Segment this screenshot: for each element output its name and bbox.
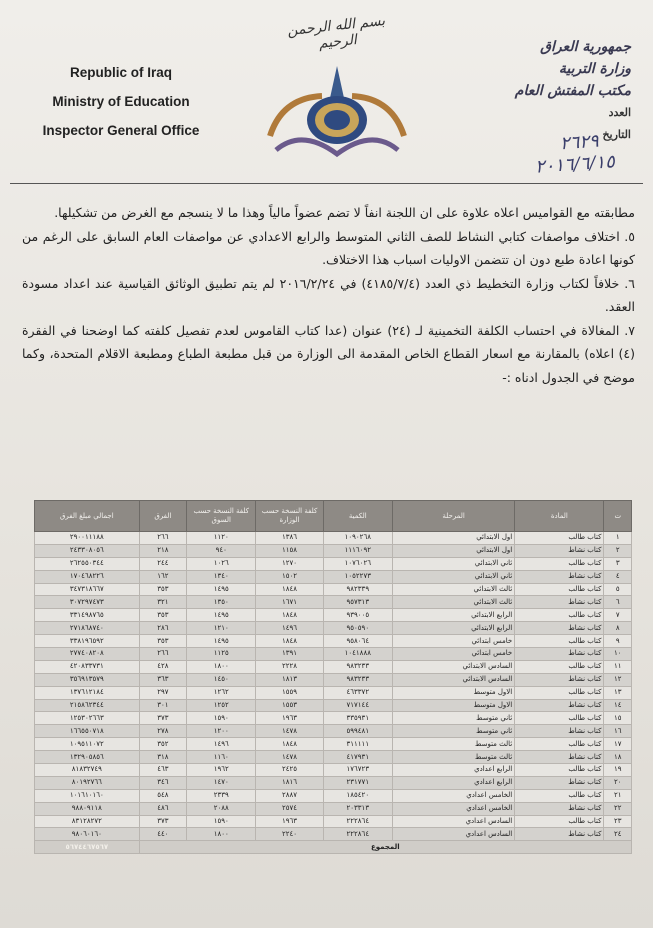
table-cell: ١٤٧٨ xyxy=(256,751,323,764)
table-cell: ١٩ xyxy=(604,764,632,777)
table-cell: ٢٢٢٨٦٤ xyxy=(323,828,392,841)
col-ministry-cost-header: كلفة النسخة حسب الوزارة xyxy=(256,501,323,532)
table-cell: ٢٠٨٨ xyxy=(187,802,256,815)
col-quantity-header: الكمية xyxy=(323,501,392,532)
table-cell: ٢٧٧٤٠٨٢٠٨ xyxy=(35,648,140,661)
table-cell: ١٦٦٥٥٠٧١٨ xyxy=(35,725,140,738)
table-cell: ٩٨٢٣٣٩ xyxy=(323,583,392,596)
table-cell: ١٤ xyxy=(604,699,632,712)
table-cell: ٣٤٦ xyxy=(139,776,186,789)
table-row xyxy=(35,557,632,570)
table-cell: ١٨٠٠ xyxy=(187,660,256,673)
table-cell: ١٣٢٩٠٥٨٥٦ xyxy=(35,751,140,764)
table-cell: كتاب نشاط xyxy=(515,776,604,789)
table-cell: ٣ xyxy=(604,557,632,570)
table-cell: ٩٣٩٠٠٥ xyxy=(323,609,392,622)
table-cell: ٢٤٤ xyxy=(139,557,186,570)
table-cell: ٣٥٦٩١٣٥٧٩ xyxy=(35,673,140,686)
table-cell: ١١١٦٠٩٢ xyxy=(323,544,392,557)
table-row xyxy=(35,648,632,661)
arabic-ministry-name: وزارة التربية xyxy=(558,61,631,77)
table-cell: ٩٨٣٢٣٣ xyxy=(323,660,392,673)
total-row xyxy=(35,841,632,854)
table-cell: ٤١٧٩٣١ xyxy=(323,751,392,764)
table-cell: ٩٨٠٦٠١٦٠ xyxy=(35,828,140,841)
table-cell: كتاب طالب xyxy=(515,686,604,699)
table-cell: ٢٦٢٥٥٠٣٤٤ xyxy=(35,557,140,570)
table-cell: كتاب نشاط xyxy=(515,544,604,557)
arabic-office-name: مكتب المفتش العام xyxy=(514,83,631,99)
office-name: Inspector General Office xyxy=(42,123,200,138)
col-material-header: المادة xyxy=(515,501,604,532)
table-row xyxy=(35,532,632,545)
table-cell: كتاب نشاط xyxy=(515,751,604,764)
table-cell: ١٣٥٠ xyxy=(187,596,256,609)
col-stage-header: المرحلة xyxy=(393,501,515,532)
table-cell: ٤٨٦ xyxy=(139,802,186,815)
table-cell: كتاب طالب xyxy=(515,532,604,545)
table-cell: كتاب طالب xyxy=(515,609,604,622)
table-cell: الرابع الابتدائي xyxy=(393,609,515,622)
table-cell: الاول متوسط xyxy=(393,699,515,712)
table-cell: كتاب طالب xyxy=(515,712,604,725)
table-cell: ٣٤٧٣١٨٦٦٧ xyxy=(35,583,140,596)
table-cell: كتاب طالب xyxy=(515,583,604,596)
table-cell: ٢٤٢٥ xyxy=(256,764,323,777)
table-cell: ٧ xyxy=(604,609,632,622)
table-cell: الرابع الابتدائي xyxy=(393,622,515,635)
table-cell: ١٣٧٦١٢١٨٤ xyxy=(35,686,140,699)
table-header-row xyxy=(35,501,632,532)
table-cell: ١٨٤٨ xyxy=(256,583,323,596)
paragraph-5: ٥. اختلاف مواصفات كتابي النشاط للصف الثاني المتوسط والرابع الاعدادي عن مواصفات العام السابق على الرغم من كونها اعادة طبع دون ان تتضمن الاوليات اسباب هذا الاختلاف. xyxy=(22,228,635,267)
table-cell: ١٣٩١ xyxy=(256,648,323,661)
table-cell: ١٠ xyxy=(604,648,632,661)
table-row xyxy=(35,828,632,841)
table-cell: ١٨٤٨ xyxy=(256,635,323,648)
table-cell: ١٨٠٠ xyxy=(187,828,256,841)
table-cell: ١٥ xyxy=(604,712,632,725)
table-cell: ٣٠١ xyxy=(139,699,186,712)
table-cell: ٢٩٧ xyxy=(139,686,186,699)
table-row xyxy=(35,712,632,725)
table-cell: كتاب نشاط xyxy=(515,828,604,841)
table-cell: ٢١٥٨٦٢٣٤٤ xyxy=(35,699,140,712)
table-cell: ٢١٨ xyxy=(139,544,186,557)
reference-label: العدد xyxy=(608,106,631,119)
table-row xyxy=(35,751,632,764)
table-cell: ١٧ xyxy=(604,738,632,751)
table-cell: ٣٣٨١٩٦٥٩٢ xyxy=(35,635,140,648)
table-cell: ١٥٥٩ xyxy=(256,686,323,699)
table-row xyxy=(35,764,632,777)
table-cell: ٥ xyxy=(604,583,632,596)
table-cell: ٥٩٩٤٨١ xyxy=(323,725,392,738)
table-row xyxy=(35,789,632,802)
table-cell: ١٣ xyxy=(604,686,632,699)
table-cell: ٤٤٠ xyxy=(139,828,186,841)
table-cell: ٩٨٨٠٩١١٨ xyxy=(35,802,140,815)
table-cell: ٢٢٤٠ xyxy=(256,828,323,841)
table-cell: ١٤٩٥ xyxy=(187,635,256,648)
table-cell: ١١ xyxy=(604,660,632,673)
table-cell: ١٩٦٢ xyxy=(187,764,256,777)
table-cell: ٢٩٠٠١١١٨٨ xyxy=(35,532,140,545)
basmala-calligraphy: بسم الله الرحمن الرحيم xyxy=(286,12,386,52)
table-cell: كتاب نشاط xyxy=(515,648,604,661)
table-cell: ٢٥٧٤ xyxy=(256,802,323,815)
table-row xyxy=(35,660,632,673)
table-row xyxy=(35,725,632,738)
table-cell: ١٥٩٠ xyxy=(187,712,256,725)
table-cell: ثاني الابتدائي xyxy=(393,557,515,570)
table-cell: كتاب طالب xyxy=(515,660,604,673)
table-cell: ثالث متوسط xyxy=(393,738,515,751)
table-cell: ١١٦٠ xyxy=(187,751,256,764)
table-cell: ١٦٢ xyxy=(139,570,186,583)
arabic-country-name: جمهورية العراق xyxy=(540,39,631,55)
table-cell: السادس اعدادي xyxy=(393,815,515,828)
handwritten-reference-number: ٢٦٢٩ xyxy=(559,130,600,155)
table-cell: كتاب طالب xyxy=(515,738,604,751)
table-cell: خامس ابتدائي xyxy=(393,648,515,661)
table-cell: ٢٧١٨٦٨٧٤٠ xyxy=(35,622,140,635)
table-cell: ١٢٠٠ xyxy=(187,725,256,738)
table-cell: كتاب نشاط xyxy=(515,622,604,635)
table-body xyxy=(35,532,632,854)
table-cell: ٣٧٣ xyxy=(139,712,186,725)
table-cell: ثاني متوسط xyxy=(393,725,515,738)
table-row xyxy=(35,738,632,751)
table-cell: ٧١٧١٤٤ xyxy=(323,699,392,712)
table-cell: ١٠٩٥١١٠٧٢ xyxy=(35,738,140,751)
table-cell: ٢٠٣٣١٣ xyxy=(323,802,392,815)
table-row xyxy=(35,609,632,622)
table-cell: ١٧٠٤٦٨٢٢٦ xyxy=(35,570,140,583)
table-cell: ٩٤٠ xyxy=(187,544,256,557)
table-cell: ٩ xyxy=(604,635,632,648)
table-cell: ١٤٩٥ xyxy=(187,609,256,622)
table-cell: كتاب نشاط xyxy=(515,570,604,583)
table-cell: ٢٦٦ xyxy=(139,648,186,661)
table-cell: ١١٢٥ xyxy=(187,648,256,661)
table-cell: ٣٢١ xyxy=(139,596,186,609)
table-cell: ٢٣٣٩ xyxy=(187,789,256,802)
table-cell: ١٦٧١ xyxy=(256,596,323,609)
table-cell: ١٥٠٢ xyxy=(256,570,323,583)
table-cell: ٢٤٣٣٠٨٠٥٦ xyxy=(35,544,140,557)
table-cell: ٢٢ xyxy=(604,802,632,815)
table-cell: ٩٥٨٠٦٤ xyxy=(323,635,392,648)
table-cell: ١٧٦٧٢٣ xyxy=(323,764,392,777)
table-cell: ٢٨٨٧ xyxy=(256,789,323,802)
table-cell: كتاب نشاط xyxy=(515,725,604,738)
table-cell: ٢٣ xyxy=(604,815,632,828)
arabic-letterhead xyxy=(491,36,631,146)
table-cell: ١٨١٣ xyxy=(256,673,323,686)
paragraph-7: ٧. المغالاة في احتساب الكلفة التخمينية لـ (٢٤) عنوان (عدا كتاب القاموس لعدم تفصيل كلفته كما اوضحنا في الفقرة (٤) اعلاه) بالمقارنة مع اسعار القطاع الخاص المقدمة الى الوزارة من قبل مطبعة الطباع ومطبعة الاقلام المتحدة، وكما موضح في الجدول ادناه :- xyxy=(22,322,635,385)
table-cell: ١٣٤٠ xyxy=(187,570,256,583)
table-cell: ٩٨٣٢٣٣ xyxy=(323,673,392,686)
table-cell: ٣٣١٤٩٨٧٦٥ xyxy=(35,609,140,622)
paragraph-continuation: مطابقته مع القواميس اعلاه علاوة على ان اللجنة انفاً لا تضم عضواً مالياً وهذا ما لا ينسجم مع الغرض من تشكيلها. xyxy=(54,205,635,220)
table-cell: ١٤٥٠ xyxy=(187,673,256,686)
table-cell: ١٤٩٥ xyxy=(187,583,256,596)
table-row xyxy=(35,622,632,635)
table-cell: الرابع اعدادي xyxy=(393,764,515,777)
table-cell: ٣١٨ xyxy=(139,751,186,764)
table-cell: ١٢٥٣٠٢٦٦٣ xyxy=(35,712,140,725)
table-cell: ٣٧٣ xyxy=(139,815,186,828)
cost-comparison-table xyxy=(34,500,632,854)
table-row xyxy=(35,596,632,609)
table-cell: الرابع اعدادي xyxy=(393,776,515,789)
table-cell: ١٨٤٨ xyxy=(256,738,323,751)
table-cell: ٣٥٣ xyxy=(139,635,186,648)
table-cell: ٨١٨٣٢٧٤٩ xyxy=(35,764,140,777)
table-cell: ٤٢٠٨٣٣٧٣١ xyxy=(35,660,140,673)
table-cell: ٣٣٥٩٣١ xyxy=(323,712,392,725)
table-cell: ١٤٩٦ xyxy=(187,738,256,751)
letter-body xyxy=(22,201,635,389)
table-cell: خامس ابتدائي xyxy=(393,635,515,648)
table-cell: ثالث الابتدائي xyxy=(393,583,515,596)
table-cell: ١٠١٦١٠١٦٠ xyxy=(35,789,140,802)
table-cell: السادس الابتدائي xyxy=(393,673,515,686)
table-cell: اول الابتدائي xyxy=(393,544,515,557)
table-row xyxy=(35,635,632,648)
table-cell: ٩٥٧٣١٣ xyxy=(323,596,392,609)
header-divider xyxy=(10,183,643,184)
table-cell: ١٠٢٦ xyxy=(187,557,256,570)
english-letterhead xyxy=(16,58,226,145)
table-row xyxy=(35,686,632,699)
ministry-emblem-icon xyxy=(262,58,412,168)
table-cell: ٢٦٦ xyxy=(139,532,186,545)
table-cell: ٤٦٣ xyxy=(139,764,186,777)
total-value: ٥٦٧٤٤٦٧٥٦٧ xyxy=(35,841,140,854)
table-cell: ١٤٧٠ xyxy=(187,776,256,789)
table-cell: ١٨٤٨ xyxy=(256,609,323,622)
table-cell: ٩٥٠٥٩٠ xyxy=(323,622,392,635)
table-cell: ١٩٦٣ xyxy=(256,712,323,725)
table-cell: كتاب طالب xyxy=(515,764,604,777)
table-cell: ٤٢٨ xyxy=(139,660,186,673)
table-cell: ٣٥٣ xyxy=(139,583,186,596)
table-cell: ثالث الابتدائي xyxy=(393,596,515,609)
table-cell: ١٠٤١٨٨٨ xyxy=(323,648,392,661)
table-cell: ١٠٩٠٢٦٨ xyxy=(323,532,392,545)
table-cell: ٨٣١٢٨٢٧٢ xyxy=(35,815,140,828)
table-cell: ١٩٦٣ xyxy=(256,815,323,828)
table-cell: ١٦ xyxy=(604,725,632,738)
table-cell: ثاني متوسط xyxy=(393,712,515,725)
table-cell: ١٥٩٠ xyxy=(187,815,256,828)
table-cell: ٤ xyxy=(604,570,632,583)
table-cell: ١٤٧٨ xyxy=(256,725,323,738)
table-cell: ١٢٦٢ xyxy=(187,686,256,699)
table-cell: ٢١ xyxy=(604,789,632,802)
table-row xyxy=(35,776,632,789)
table-row xyxy=(35,802,632,815)
table-cell: ثالث متوسط xyxy=(393,751,515,764)
table-cell: كتاب نشاط xyxy=(515,699,604,712)
table-row xyxy=(35,570,632,583)
table-cell: ١٤٩٦ xyxy=(256,622,323,635)
table-cell: ٢٨٦ xyxy=(139,622,186,635)
table-cell: ٢٧٨ xyxy=(139,725,186,738)
table-cell: ١٢١٠ xyxy=(187,622,256,635)
table-cell: ٥٤٨ xyxy=(139,789,186,802)
table-cell: ١٨ xyxy=(604,751,632,764)
table-row xyxy=(35,583,632,596)
table-cell: ٣٥٢ xyxy=(139,738,186,751)
handwritten-date: ٢٠١٦/٦/١٥ xyxy=(534,151,616,178)
col-total-difference-header: اجمالي مبلغ الفرق xyxy=(35,501,140,532)
table-cell: السادس اعدادي xyxy=(393,828,515,841)
table-row xyxy=(35,544,632,557)
total-label: المجموع xyxy=(139,841,631,854)
country-name: Republic of Iraq xyxy=(69,65,172,80)
table-cell: ٢٣١٧٧١ xyxy=(323,776,392,789)
col-market-cost-header: كلفة النسخة حسب السوق xyxy=(187,501,256,532)
table-cell: ٦ xyxy=(604,596,632,609)
table-cell: السادس الابتدائي xyxy=(393,660,515,673)
paragraph-6: ٦. خلافاً لكتاب وزارة التخطيط ذي العدد (٤١٨٥/٧/٤) في ٢٠١٦/٢/٢٤ لم يتم تطبيق الوثائق القياسية عند اعداد مسودة العقد. xyxy=(22,275,635,314)
table-cell: ١١٥٨ xyxy=(256,544,323,557)
table-cell: ١٠٧٦٠٢٦ xyxy=(323,557,392,570)
table-row xyxy=(35,699,632,712)
table-cell: ٨ xyxy=(604,622,632,635)
table-cell: ١٢٥٢ xyxy=(187,699,256,712)
date-label: التاريخ xyxy=(602,128,631,141)
table-cell: ٢٢٢٨ xyxy=(256,660,323,673)
col-difference-header: الفرق xyxy=(139,501,186,532)
table-cell: ١٢ xyxy=(604,673,632,686)
table-cell: ٣٦٣ xyxy=(139,673,186,686)
table-cell: كتاب نشاط xyxy=(515,802,604,815)
col-index-header: ت xyxy=(604,501,632,532)
table-row xyxy=(35,673,632,686)
table-cell: كتاب طالب xyxy=(515,815,604,828)
table-cell: كتاب طالب xyxy=(515,789,604,802)
table-cell: ١١٢٠ xyxy=(187,532,256,545)
table-cell: ٣٥٣ xyxy=(139,609,186,622)
table-cell: ٤٦٣٣٧٢ xyxy=(323,686,392,699)
table-cell: ١٣٨٦ xyxy=(256,532,323,545)
table-cell: اول الابتدائي xyxy=(393,532,515,545)
table-cell: ١٨١٦ xyxy=(256,776,323,789)
ministry-name: Ministry of Education xyxy=(52,94,190,109)
table-cell: كتاب نشاط xyxy=(515,596,604,609)
table-cell: ٣٠٧٢٩٧٤٧٣ xyxy=(35,596,140,609)
table-cell: ٨٠١٩٢٧٦٦ xyxy=(35,776,140,789)
table-cell: كتاب نشاط xyxy=(515,673,604,686)
table-cell: الخامس اعدادي xyxy=(393,789,515,802)
table-cell: ١ xyxy=(604,532,632,545)
table-cell: ١٨٥٤٢٠ xyxy=(323,789,392,802)
table-cell: ١٠٥٢٢٧٣ xyxy=(323,570,392,583)
table-cell: ٣١١١١١ xyxy=(323,738,392,751)
table-cell: الاول متوسط xyxy=(393,686,515,699)
table-cell: ثاني الابتدائي xyxy=(393,570,515,583)
table-cell: ٢٢٢٨٦٤ xyxy=(323,815,392,828)
table-row xyxy=(35,815,632,828)
table-cell: كتاب طالب xyxy=(515,557,604,570)
table-cell: الخامس اعدادي xyxy=(393,802,515,815)
table-cell: ٢٠ xyxy=(604,776,632,789)
table-cell: كتاب طالب xyxy=(515,635,604,648)
table-cell: ٢٤ xyxy=(604,828,632,841)
table-cell: ١٢٧٠ xyxy=(256,557,323,570)
table-cell: ١٥٥٣ xyxy=(256,699,323,712)
table-cell: ٢ xyxy=(604,544,632,557)
